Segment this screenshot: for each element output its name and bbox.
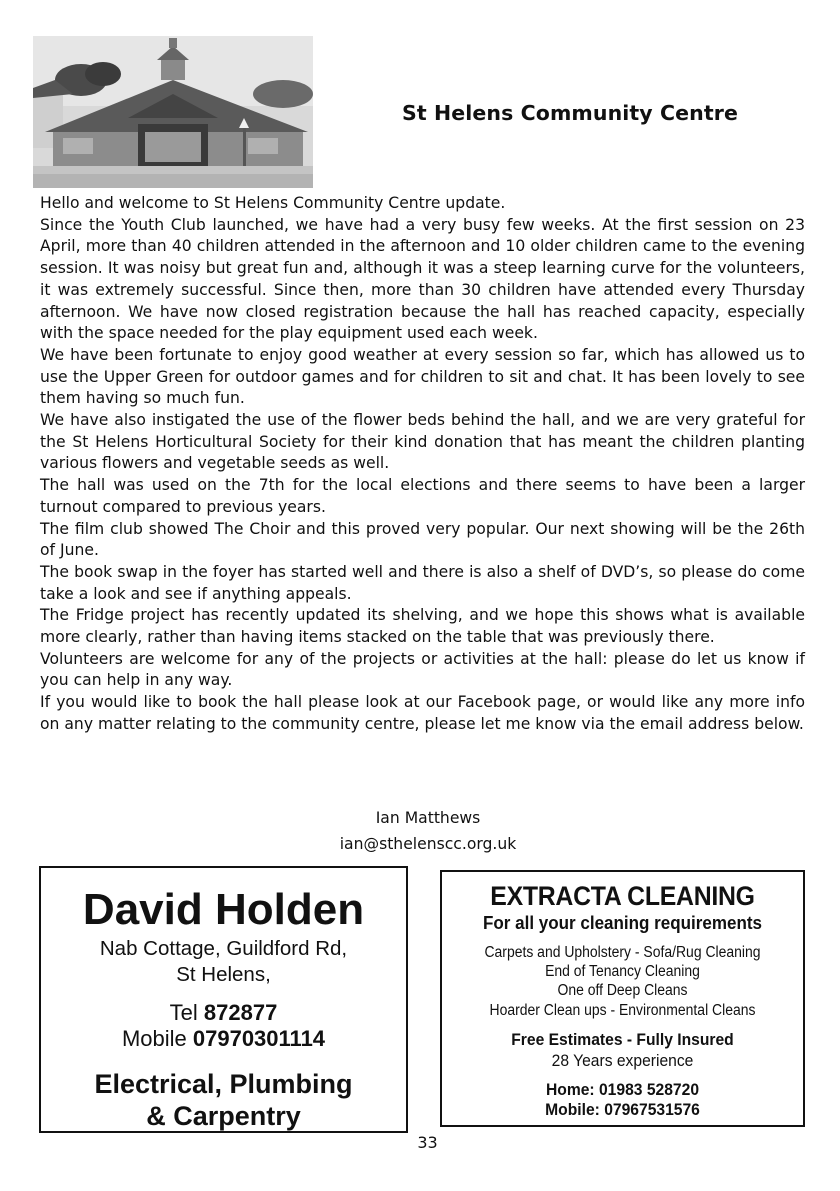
ad-holden-mobile bbox=[41, 1026, 406, 1052]
ad-david-holden bbox=[39, 866, 408, 1133]
ad-holden-services-line1: Electrical, Plumbing bbox=[94, 1069, 353, 1099]
ad-extracta-home-phone: Home: 01983 528720 bbox=[545, 1079, 700, 1099]
article-paragraph: Since the Youth Club launched, we have had a very busy few weeks. At the first session on 23 April, more than 40 children attended in the afternoon and 10 older children came to the evening session. It was noisy but great fun and, although it was a steep learning curve for the volunteers, it was extremely successful. Since then, more than 30 children have attended every Thursday afternoon. We have now closed registration because the hall has reached capacity, especially with the space needed for the play equipment used each week. bbox=[40, 215, 805, 343]
ad-extracta-service: End of Tenancy Cleaning bbox=[545, 963, 700, 981]
article-paragraph: The hall was used on the 7th for the local elections and there seems to have been a larger turnout compared to previous years. bbox=[40, 476, 805, 516]
ad-extracta-service: Hoarder Clean ups - Environmental Cleans bbox=[489, 1001, 756, 1019]
article-title: St Helens Community Centre bbox=[402, 101, 738, 125]
ad-extracta-estimates: Free Estimates - Fully Insured bbox=[511, 1029, 734, 1049]
ad-holden-tel bbox=[41, 1000, 406, 1026]
article-paragraph: The book swap in the foyer has started well and there is also a shelf of DVD’s, so please do come take a look and see if anything appeals. bbox=[40, 562, 805, 603]
article-paragraph: The Fridge project has recently updated its shelving, and we hope this shows what is available more clearly, rather than having items stacked on the table that was previously there. bbox=[40, 606, 805, 647]
ad-holden-tel-label: Tel bbox=[169, 1000, 198, 1025]
community-centre-photo bbox=[33, 36, 313, 188]
ad-holden-mobile-label: Mobile bbox=[121, 1026, 187, 1051]
ad-extracta-service: One off Deep Cleans bbox=[557, 982, 688, 1000]
ad-holden-services-line2: & Carpentry bbox=[146, 1101, 301, 1131]
ad-extracta-mobile-phone: Mobile: 07967531576 bbox=[545, 1099, 700, 1119]
ad-extracta-tagline: For all your cleaning requirements bbox=[482, 912, 763, 933]
author-email: ian@sthelenscc.org.uk bbox=[339, 835, 517, 853]
ad-extracta-experience: 28 Years experience bbox=[551, 1050, 694, 1070]
ad-holden-address-line1: Nab Cottage, Guildford Rd, bbox=[99, 937, 348, 960]
article-paragraph: We have also instigated the use of the flower beds behind the hall, and we are very grateful for the St Helens Horticultural Society for their kind donation that has meant the children planting various flowers and vegetable seeds as well. bbox=[40, 411, 805, 473]
ad-holden-name: David Holden bbox=[82, 885, 365, 934]
author-name: Ian Matthews bbox=[375, 809, 481, 827]
article-paragraph: Hello and welcome to St Helens Community Centre update. bbox=[40, 194, 506, 212]
page-number: 33 bbox=[417, 1133, 438, 1152]
ad-holden-mobile-number: 07970301114 bbox=[192, 1026, 326, 1051]
article-paragraph: We have been fortunate to enjoy good weather at every session so far, which has allowed us to use the Upper Green for outdoor games and for children to sit and chat. It has been lovely to see them having so much fun. bbox=[40, 345, 805, 408]
ad-extracta-cleaning bbox=[440, 870, 805, 1127]
ad-holden-tel-number: 872877 bbox=[203, 1000, 278, 1025]
ad-extracta-service: Carpets and Upholstery - Sofa/Rug Cleaning bbox=[484, 944, 761, 961]
article-paragraph: Volunteers are welcome for any of the projects or activities at the hall: please do let us know if you can help in any way. bbox=[40, 649, 805, 690]
article-paragraph: If you would like to book the hall please look at our Facebook page, or would like any more info on any matter relating to the community centre, please let me know via the email address below. bbox=[40, 693, 805, 733]
ad-extracta-name: EXTRACTA CLEANING bbox=[490, 881, 755, 911]
ad-holden-address-line2: St Helens, bbox=[176, 963, 271, 986]
article-paragraph: The film club showed The Choir and this proved very popular. Our next showing will be the 26th of June. bbox=[40, 519, 805, 560]
article-body bbox=[40, 193, 805, 736]
